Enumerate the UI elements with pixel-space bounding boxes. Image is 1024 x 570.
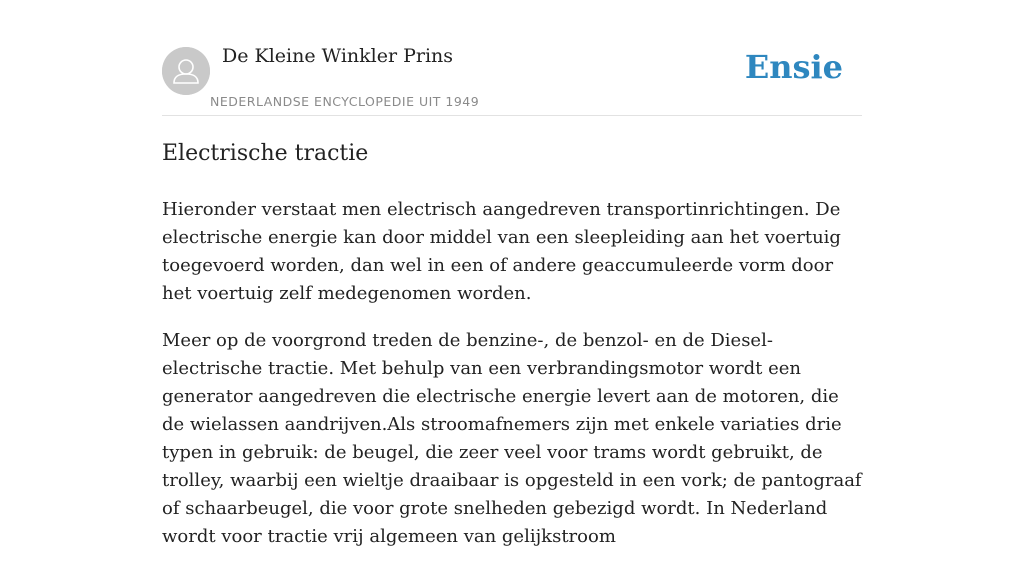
brand-logo-link[interactable]: Ensie <box>744 48 843 86</box>
article-paragraph: Hieronder verstaat men electrisch aangedreven transportinrichtingen. De electrische energie kan door middel van een sleepleiding aan het voertuig toegevoerd worden, dan wel in een of andere geaccumuleerde vorm door het voertuig zelf medegenomen worden. <box>162 199 841 304</box>
publisher-name-link[interactable]: De Kleine Winkler Prins <box>222 45 454 67</box>
publisher-subtitle: NEDERLANDSE ENCYCLOPEDIE UIT 1949 <box>210 94 480 109</box>
user-icon[interactable] <box>162 47 210 95</box>
publisher-header <box>162 0 862 116</box>
article-title: Electrische tractie <box>162 141 369 166</box>
article-content <box>162 136 862 570</box>
article-paragraph: Meer op de voorgrond treden de benzine-, de benzol- en de Diesel-electrische tractie. Met behulp van een verbrandingsmotor wordt een generator aangedreven die electrische energie levert aan de motoren, die de wielassen aandrijven.Als stroomafnemers zijn met enkele variaties drie typen in gebruik: de beugel, die zeer veel voor trams wordt gebruikt, de trolley, waarbij een wieltje draaibaar is opgesteld in een vork; de pantograaf of schaarbeugel, die voor grote snelheden gebezigd wordt. In Nederland wordt voor tractie vrij algemeen van gelijkstroom <box>162 330 862 547</box>
